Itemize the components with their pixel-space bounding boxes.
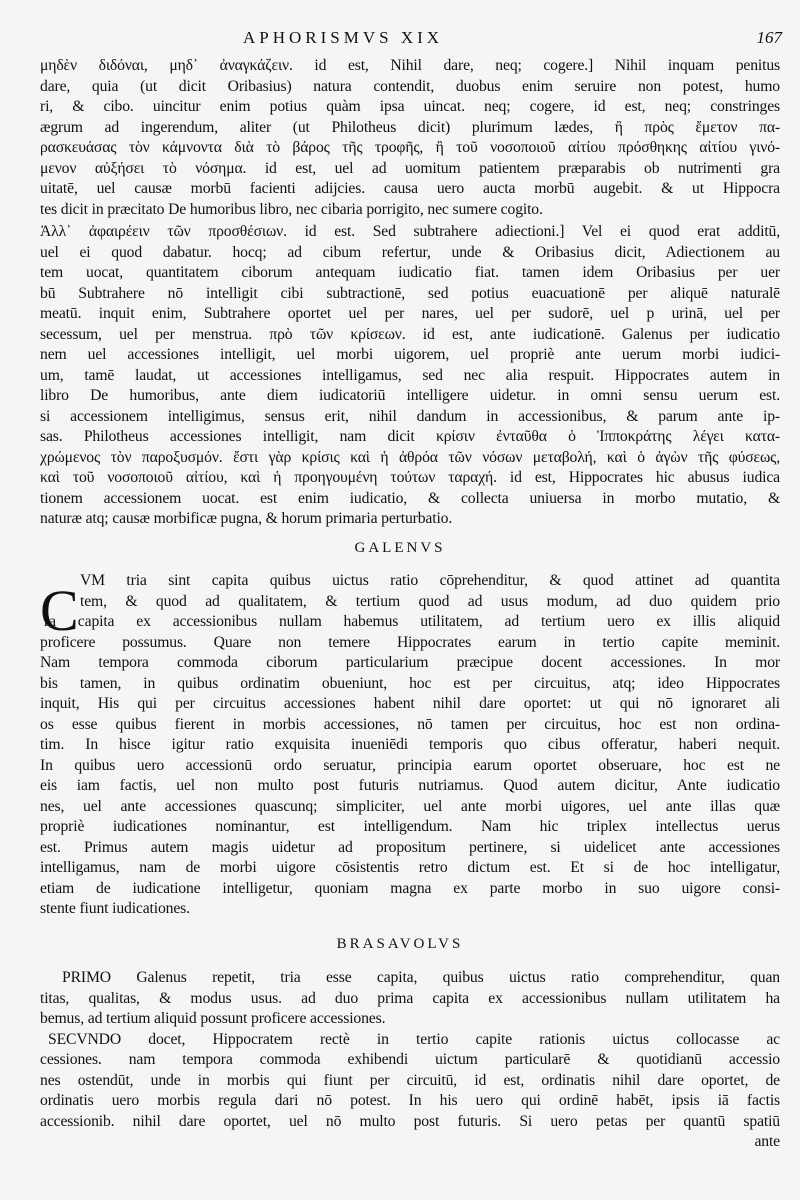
text-line: tim. In hisce igitur ratio exquisita inueniēdi temporis quo cibus offeratur, haberi nequit. [40, 736, 780, 753]
text-line: VM tria sint capita quibus uictus ratio cōprehenditur, & quod attinet ad quantita [80, 572, 780, 589]
text-line: meatū. inquit enim, Subtrahere oportet uel per nares, uel per sudorē, uel p urinā, uel per [40, 305, 780, 322]
text-line: nem uel accessiones intelligit, uel morbi uigorem, uel propriè ante uerum morbi iudici- [40, 346, 780, 363]
text-line: sas. Philotheus accessiones intelligit, nam dicit κρίσιν ἐνταῦθα ὁ Ἱπποκράτης λέγει κατα- [40, 428, 780, 445]
text-line: bis tamen, in quibus ordinatim obueniunt, hoc est per circuitus, atq; ideo Hippocrates [40, 674, 780, 692]
text-line: est. Primus autem magis uidetur ad propositum pertinere, si uidelicet ante accessiones [40, 838, 780, 856]
galenus-text [40, 571, 780, 920]
text-line: etiam de iudicatione intelligetur, quoniam magna ex parte morbo in suo uigore consi- [40, 879, 780, 897]
text-line: tem, & quod ad qualitatem, & tertium quod ad usus modum, ad duo quidem prio [80, 592, 780, 610]
commentary-block-2 [40, 222, 780, 530]
text-line: Ἀλλ᾽ ἀφαιρέειν τῶν προσθέσιων. id est. Sed subtrahere adiectioni.] Vel ei quod erat additū, [40, 223, 780, 240]
text-line: χρώμενος τὸν παροξυσμόν. ἔστι γὰρ κρίσις καὶ ἡ ἀθρόα τῶν νόσων μεταβολή, καὶ ὁ ἀγὼν τῆς φύσεως, [40, 448, 780, 466]
text-line: dare, quia (ut dicit Oribasius) natura contendit, duobus enim seruire non potest, humo [40, 77, 780, 95]
text-line: μηδὲν διδόναι, μηδ᾽ ἀναγκάζειν. id est, Nihil dare, neq; cogere.] Nihil inquam penitus [40, 57, 780, 74]
commentary-block-1 [40, 56, 780, 220]
text-line: nes ostendūt, unde in morbis qui fiunt per circuitū, id est, ordinatis nihil dare oportet, de [40, 1071, 780, 1089]
text-line: ordinatis uero morbis regula dari nō potest. In his uero qui ordinē habēt, ipsis iā factis [40, 1092, 780, 1109]
page-header [0, 28, 800, 52]
text-line: si accessionem intelligimus, sensus erit, nihil dandum in accessionibus, & parum ante ip- [40, 407, 780, 425]
text-line: secessum, uel per menstrua. πρὸ τῶν κρίσεων. id est, ante iudicationē. Galenus per iudicatio [40, 325, 780, 343]
text-line: eis iam factis, uel non multo post futuris nutriamus. Quod autem dicitur, Ante iudicatio [40, 777, 780, 794]
text-line: uitatē, uel causæ morbū facienti adijcies. causa uero aucta morbū augebit. & ut Hippocra [40, 180, 780, 197]
text-line: Nam tempora commoda ciborum particularium præcipue docent accessiones. In mor [40, 654, 780, 671]
text-line: ægrum ad ingerendum, aliter (ut Philotheus dicit) plurimum lædes, ἢ πρὸς ἔμετον πα- [40, 118, 780, 136]
text-line: proficere possumus. Quare non temere Hippocrates earum in tertio capite meminit. [40, 633, 780, 651]
text-line: PRIMO Galenus repetit, tria esse capita, quibus uictus ratio comprehenditur, quan [62, 969, 780, 986]
text-line: tes dicit in præcitato De humoribus libro, nec cibaria porrigito, nec sumere cogito. [40, 200, 543, 218]
text-line: ρασκευάσας τὸν κάμνοντα διὰ τὸ βάρος τῆς τροφῆς, ἢ τοῦ νοσοποιοῦ αἰτίου πρόσθηκης αἰτίου γινό- [40, 139, 780, 156]
catchword: ante [754, 1133, 780, 1150]
text-line: In quibus uero accessionū ordo seruatur, principia earum oportet obseruare, hoc est ne [40, 756, 780, 774]
text-line: SECVNDO docet, Hippocratem rectè in tertio capite rationis uictus collocasse ac [48, 1030, 780, 1048]
brasavolus-text [40, 968, 780, 1153]
text-line: libro De humoribus, ante diem iudicatoriū intelligere uidetur. in omni sensu uerum est. [40, 387, 780, 404]
text-line: tionem accessionem uocat. est enim iudicatio, & collecta uniuersa in morbo mutatio, & [40, 489, 780, 507]
text-line: propriè iudicationes nominantur, est intelligendum. Nam hic triplex intellectus uerus [40, 818, 780, 835]
text-line: ra capita ex accessionibus nullam habemus utilitatem, ad tertium uero ex illis aliquid [44, 613, 780, 630]
text-line: cessiones. nam tempora commoda exhibendi uictum particularē & quotidianū accessio [40, 1051, 780, 1068]
text-line: uel ei quod dabatur. hocq; ad cibum refertur, unde & Oribasius dicit, Adiectionem au [40, 243, 780, 261]
text-line: ri, & cibo. uincitur enim potius quàm ipsa uincat. neq; cogere, id est, neq; constringes [40, 98, 780, 115]
section-title-brasavolus: BRASAVOLVS [336, 936, 464, 952]
text-line: καὶ τοῦ νοσοποιοῦ αἰτίου, καὶ ἡ προηγουμένη τούτων ταραχή. id est, Hippocrates hic abusus iudica [40, 469, 780, 486]
text-line: naturæ atq; causæ morbificæ pugna, & horum primaria perturbatio. [40, 510, 453, 527]
text-line: intelligamus, nam de morbi uigore cōsistentis retro dictum est. Et si de hoc intelligatur, [40, 859, 780, 876]
text-line: bū Subtrahere nō intelligit cibi subtractionē, sed potius euacuationē per aliquē naturalē [40, 284, 780, 302]
text-line: accessionib. nihil dare oportet, uel nō multo post futuris. Si uero petas per quantū spatiū [40, 1112, 780, 1130]
text-line: os esse quibus fierent in morbis accessiones, nō tamen per circuitus, hoc est non ordina- [40, 715, 780, 733]
text-line: inquit, His qui per circuitus accessiones habent nihil dare oportet: ut qui nō ignoraret ali [40, 695, 780, 712]
text-line: stente fiunt iudicationes. [40, 900, 190, 917]
text-line: titas, qualitas, & modus usus. ad duo prima capita ex accessionibus nullam utilitatem ha [40, 989, 780, 1007]
text-line: um, tamē laudat, ut accessiones intelligamus, sed nec alia respuit. Hippocrates autem in [40, 366, 780, 384]
page-number: 167 [756, 28, 782, 47]
text-line: tem uocat, quantitatem ciborum antequam iudicatio fiat. tamen idem Oribasius per uer [40, 264, 780, 281]
text-line: nes, uel ante accessiones quascunq; simpliciter, uel ante morbi uigores, uel ante illas quæ [40, 797, 780, 815]
text-line: bemus, ad tertium aliquid possunt proficere accessiones. [40, 1010, 386, 1027]
running-title: APHORISMVS XIX [243, 28, 444, 47]
text-line: μενον αὐξήσει τὸ νόσημα. id est, uel ad uomitum patientem præparabis ob nutrimenti gra [40, 159, 780, 177]
drop-cap: C [40, 578, 79, 643]
section-title-galenus: GALENVS [354, 540, 446, 556]
